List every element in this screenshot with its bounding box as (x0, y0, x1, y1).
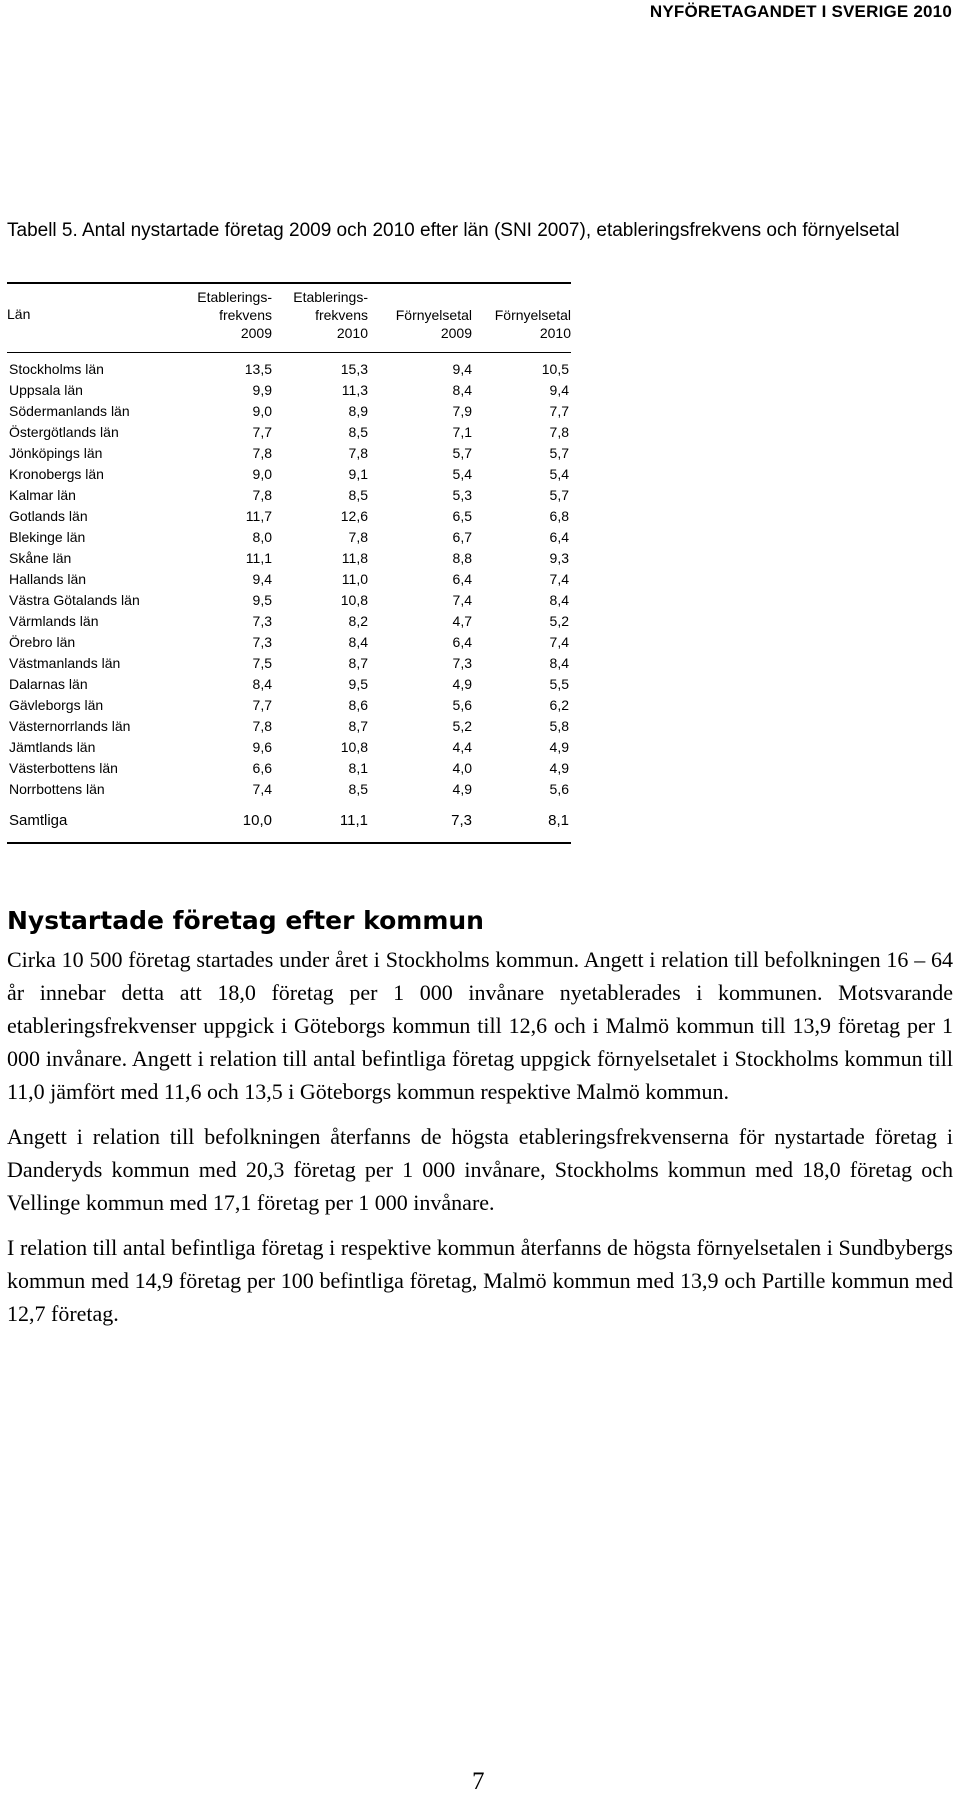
table-row: Västerbottens län 6,6 8,1 4,0 4,9 (9, 760, 569, 776)
section-heading: Nystartade företag efter kommun (7, 906, 484, 935)
table-row: Västernorrlands län 7,8 8,7 5,2 5,8 (9, 718, 569, 734)
table-row: Uppsala län 9,9 11,3 8,4 9,4 (9, 382, 569, 398)
table-row: Kronobergs län 9,0 9,1 5,4 5,4 (9, 466, 569, 482)
table-bottom-rule (7, 842, 571, 844)
table-row: Hallands län 9,4 11,0 6,4 7,4 (9, 571, 569, 587)
table-row: Norrbottens län 7,4 8,5 4,9 5,6 (9, 781, 569, 797)
table-header (7, 284, 571, 352)
table-body (7, 353, 571, 834)
table-row: Kalmar län 7,8 8,5 5,3 5,7 (9, 487, 569, 503)
column-header-fornyelsetal-2010: Förnyelsetal 2010 (494, 307, 571, 341)
table-row: Västra Götalands län 9,5 10,8 7,4 8,4 (9, 592, 569, 608)
table-row: Gotlands län 11,7 12,6 6,5 6,8 (9, 508, 569, 524)
table-row: Gävleborgs län 7,7 8,6 5,6 6,2 (9, 697, 569, 713)
page-number: 7 (472, 1768, 485, 1795)
table-total-row: Samtliga 10,0 11,1 7,3 8,1 (9, 812, 569, 829)
paragraph-3: I relation till antal befintliga företag i respektive kommun återfanns de högsta förnyelsetalen i Sundbybergs kommun med 14,9 företag per 100 befintliga företag, Malmö kommun med 13,9 och Partille kommun med 12,7 företag. (7, 1235, 953, 1326)
table-row: Värmlands län 7,3 8,2 4,7 5,2 (9, 613, 569, 629)
table-row: Jämtlands län 9,6 10,8 4,4 4,9 (9, 739, 569, 755)
table-row: Skåne län 11,1 11,8 8,8 9,3 (9, 550, 569, 566)
statistics-table (7, 282, 571, 844)
table-row: Jönköpings län 7,8 7,8 5,7 5,7 (9, 445, 569, 461)
table-row: Stockholms län 13,5 15,3 9,4 10,5 (9, 361, 569, 377)
running-header: NYFÖRETAGANDET I SVERIGE 2010 (649, 2, 952, 21)
column-header-etableringsfrekvens-2009: Etablerings- frekvens 2009 (197, 289, 272, 341)
paragraph-1: Cirka 10 500 företag startades under året i Stockholms kommun. Angett i relation till befolkningen 16 – 64 år innebar detta att 18,0 företag per 1 000 invånare nyetablerades i kommunen. Motsvarande etableringsfrekvenser uppgick i Göteborgs kommun till 12,6 och i Malmö kommun till 13,9 företag per 1 000 invånare. Angett i relation till antal befintliga företag uppgick förnyelsetalet i Stockholms kommun till 11,0 jämfört med 11,6 och 13,5 i Göteborgs kommun respektive Malmö kommun. (7, 947, 953, 1104)
column-header-lan: Län (7, 306, 31, 322)
table-row: Södermanlands län 9,0 8,9 7,9 7,7 (9, 403, 569, 419)
table-row: Örebro län 7,3 8,4 6,4 7,4 (9, 634, 569, 650)
table-row: Dalarnas län 8,4 9,5 4,9 5,5 (9, 676, 569, 692)
table-row: Östergötlands län 7,7 8,5 7,1 7,8 (9, 424, 569, 440)
column-header-fornyelsetal-2009: Förnyelsetal 2009 (395, 307, 472, 341)
table-caption: Tabell 5. Antal nystartade företag 2009 och 2010 efter län (SNI 2007), etableringsfrekvens och förnyelsetal (7, 220, 900, 241)
table-row: Västmanlands län 7,5 8,7 7,3 8,4 (9, 655, 569, 671)
column-header-etableringsfrekvens-2010: Etablerings- frekvens 2010 (293, 289, 368, 341)
kommun-section (7, 906, 953, 1342)
paragraph-2: Angett i relation till befolkningen återfanns de högsta etableringsfrekvenserna för nystartade företag i Danderyds kommun med 20,3 företag per 1 000 invånare, Stockholms kommun med 18,0 företag och Vellinge kommun med 17,1 företag per 1 000 invånare. (7, 1124, 953, 1215)
table-row: Blekinge län 8,0 7,8 6,7 6,4 (9, 529, 569, 545)
